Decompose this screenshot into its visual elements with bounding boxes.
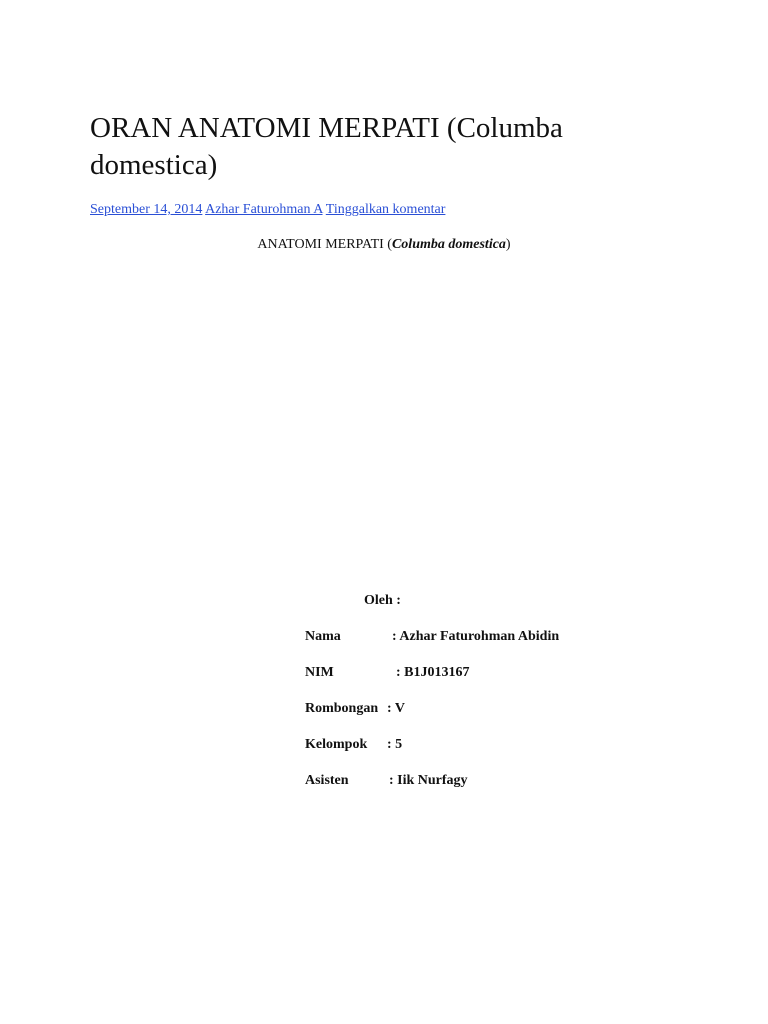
- post-date-link[interactable]: September 14, 2014: [90, 202, 203, 217]
- post-meta: [90, 201, 445, 219]
- document-heading: [0, 236, 768, 254]
- info-label-kelompok: Kelompok: [305, 737, 368, 752]
- author-link[interactable]: Azhar Faturohman A: [205, 202, 323, 217]
- info-value-asisten: : Iik Nurfagy: [389, 773, 468, 788]
- oleh-label: Oleh :: [364, 593, 401, 608]
- info-value-nama: : Azhar Faturohman Abidin: [392, 629, 560, 644]
- document-heading-suffix: ): [505, 237, 511, 252]
- info-value-kelompok: : 5: [387, 737, 403, 752]
- leave-comment-link[interactable]: Tinggalkan komentar: [325, 202, 446, 217]
- page-title: ORAN ANATOMI MERPATI (Columba domestica): [90, 112, 563, 181]
- info-value-nim: : B1J013167: [396, 665, 470, 680]
- info-label-nama: Nama: [305, 629, 341, 644]
- info-label-nim: NIM: [305, 665, 334, 680]
- document-heading-prefix: ANATOMI MERPATI (: [257, 237, 392, 252]
- info-label-rombongan: Rombongan: [305, 701, 379, 716]
- document-heading-scientific-name: Columba domestica: [391, 237, 506, 252]
- info-value-rombongan: : V: [387, 701, 406, 716]
- info-label-asisten: Asisten: [305, 773, 349, 788]
